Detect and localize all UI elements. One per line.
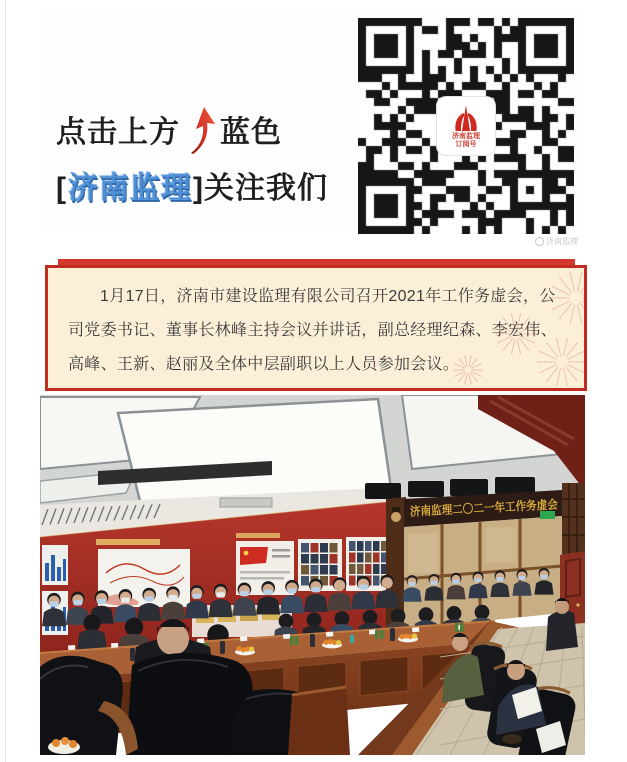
- logo-caption-line1: 济南监理: [452, 132, 480, 140]
- page-edge-line: [5, 0, 6, 762]
- building-logo-icon: [451, 104, 481, 132]
- wall-lamp: [391, 512, 401, 522]
- meeting-photo: [40, 395, 585, 755]
- account-name-highlight: 济南监理: [68, 172, 192, 205]
- follow-banner: [42, 8, 585, 246]
- banner-line2: [56, 169, 328, 209]
- meeting-banner-text: 济南监理二〇二一年工作务虚会: [409, 496, 579, 519]
- bracket-open: [: [56, 172, 67, 205]
- banner-line1-prefix: 点击上方: [56, 116, 180, 149]
- company-logo: [437, 97, 495, 155]
- notice-paragraph: 1月17日，济南市建设监理有限公司召开2021年工作务虚会，公司党委书记、董事长林峰主持会议并讲话，副总经理纪森、李宏伟、高峰、王新、赵丽及全体中层副职以上人员参加会议。: [68, 288, 558, 373]
- qr-watermark: [535, 236, 578, 247]
- logo-caption-line2: 订阅号: [455, 140, 477, 148]
- notice-box: [45, 265, 587, 391]
- follow-banner-text: [56, 108, 328, 209]
- bracket-close: ]: [193, 172, 204, 205]
- qr-code: [358, 18, 578, 246]
- red-up-arrow-icon: [183, 104, 217, 154]
- watermark-logo-icon: [535, 237, 544, 246]
- watermark-text: 济南监理: [546, 237, 578, 246]
- banner-line1: [56, 108, 328, 158]
- exit-sign: [540, 511, 555, 519]
- banner-line1-suffix: 蓝色: [220, 116, 282, 149]
- banner-line2-suffix: 关注我们: [204, 172, 328, 205]
- logo-caption: [452, 133, 480, 149]
